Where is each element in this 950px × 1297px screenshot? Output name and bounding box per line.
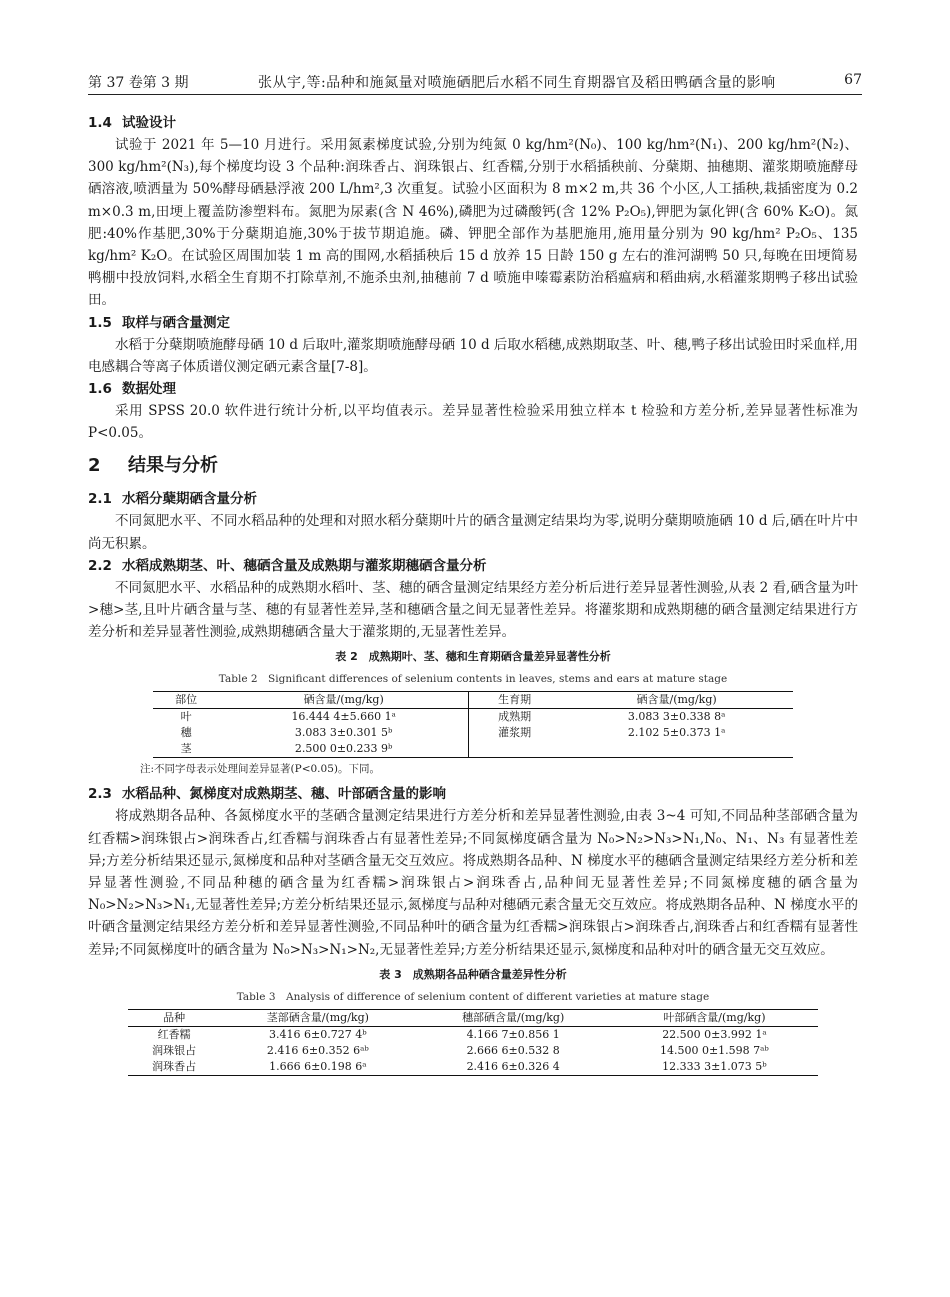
table-2-caption-cn: 表 2 成熟期叶、茎、穗和生育期硒含量差异显著性分析 (335, 650, 611, 664)
section-title: 水稻品种、氮梯度对成熟期茎、穗、叶部硒含量的影响 (122, 786, 446, 803)
paragraph-variety-nitrogen: 将成熟期各品种、各氮梯度水平的茎硒含量测定结果进行方差分析和差异显著性测验,由表 3~4 可知,不同品种茎部硒含量为红香糯>润珠银占>润珠香占,红香糯与润珠香占有显著性差异;不同氮梯度硒含量为 N₀>N₂>N₃>N₁,N₀、N₁、N₃ 有显著性差异;方差分析结果还显示,氮梯度和品种对茎硒含量无交互效应。将成熟期各品种、N 梯度水平的穗硒含量测定结果经方差分析和差异显著性测验,不同品种穗的硒含量为红香糯>润珠银占>润珠香占,品种间无显著性差异;不同氮梯度穗的硒含量为 N₀>N₂>N₃>N₁,无显著性差异;方差分析结果还显示,氮梯度与品种对穗硒元素含量无交互效应。将成熟期各品种、N 梯度水平的叶硒含量测定结果经方差分析和差异显著性测验,不同品种叶的硒含量为红香糯>润珠银占>润珠香占,润珠香占和红香糯有显著性差异;不同氮梯度叶的硒含量为 N₀>N₃>N₁>N₂,无显著性差异;方差分析结果还显示,氮梯度和品种对叶的硒含量无交互效应。 (88, 808, 858, 958)
table-cell: 红香糯 (157, 1027, 191, 1041)
table-cell: 2.416 6±0.352 6ᵃᵇ (266, 1043, 369, 1057)
section-title: 数据处理 (122, 381, 176, 398)
table-cell (469, 741, 561, 758)
paragraph-tillering: 不同氮肥水平、不同水稻品种的处理和对照水稻分蘖期叶片的硒含量测定结果均为零,说明分蘖期喷施硒 10 d 后,硒在叶片中尚无积累。 (88, 513, 858, 552)
section-heading-2-3 (88, 783, 858, 805)
column-header: 穗部硒含量/(mg/kg) (416, 1009, 611, 1026)
paragraph-maturity: 不同氮肥水平、水稻品种的成熟期水稻叶、茎、穗的硒含量测定结果经方差分析后进行差异显著性测验,从表 2 看,硒含量为叶>穗>茎,且叶片硒含量与茎、穗的有显著性差异,茎和穗硒含量之间无显著性差异。将灌浆期和成熟期穗的硒含量测定结果进行方差分析和差异显著性测验,成熟期穗硒含量大于灌浆期的,无显著性差异。 (88, 579, 858, 641)
table-cell: 2.416 6±0.326 4 (466, 1059, 560, 1073)
table-2 (153, 691, 793, 758)
table-cell: 灌浆期 (469, 725, 561, 741)
table-2-note: 注:不同字母表示处理间差异显著(P<0.05)。下同。 (140, 763, 380, 776)
table-row (128, 1059, 818, 1076)
section-title: 试验设计 (122, 115, 176, 131)
column-header: 部位 (153, 692, 219, 709)
table-cell: 茎 (180, 742, 192, 756)
table-cell: 12.333 3±1.073 5ᵇ (662, 1059, 767, 1073)
table-cell: 16.444 4±5.660 1ᵃ (291, 710, 396, 724)
section-number: 2.2 (88, 557, 112, 574)
table-cell: 14.500 0±1.598 7ᵃᵇ (659, 1043, 769, 1057)
table-cell: 叶 (180, 710, 192, 724)
section-heading-1-5 (88, 312, 858, 334)
section-heading-2-1 (88, 488, 858, 510)
table-row (153, 709, 793, 726)
section-number: 1.4 (88, 115, 112, 131)
section-heading-2-2 (88, 555, 858, 577)
table-3-caption-cn: 表 3 成熟期各品种硒含量差异性分析 (379, 967, 567, 981)
section-number: 2.3 (88, 786, 112, 803)
table-cell: 2.500 0±0.233 9ᵇ (294, 742, 393, 756)
table-row (153, 741, 793, 758)
table-cell: 成熟期 (469, 709, 561, 726)
section-title: 结果与分析 (128, 455, 218, 477)
table-cell: 穗 (180, 726, 192, 740)
table-header-row (128, 1009, 818, 1026)
table-cell: 2.102 5±0.373 1ᵃ (627, 726, 726, 740)
table-cell: 1.666 6±0.198 6ᵃ (269, 1059, 367, 1073)
section-title: 水稻成熟期茎、叶、穗硒含量及成熟期与灌浆期穗硒含量分析 (122, 557, 487, 574)
section-number: 2 (88, 455, 101, 477)
running-header (88, 72, 862, 95)
column-header: 硒含量/(mg/kg) (560, 692, 793, 709)
table-header-row (153, 692, 793, 709)
section-number: 2.1 (88, 491, 112, 508)
table-cell: 22.500 0±3.992 1ᵃ (662, 1027, 767, 1041)
table-cell (560, 741, 793, 758)
table-row (153, 725, 793, 741)
table-2-caption-en: Table 2 Significant differences of selenium contents in leaves, stems and ears at mature stage (218, 673, 728, 686)
table-cell: 3.416 6±0.727 4ᵇ (269, 1027, 367, 1041)
table-3 (128, 1009, 818, 1076)
journal-volume: 第 37 卷第 3 期 (88, 75, 189, 91)
page-number: 67 (844, 72, 862, 88)
table-cell: 润珠银占 (152, 1043, 197, 1057)
section-title: 取样与硒含量测定 (122, 314, 230, 331)
section-number: 1.5 (88, 314, 112, 331)
table-cell: 润珠香占 (152, 1059, 197, 1073)
section-heading-2 (88, 452, 858, 480)
column-header: 茎部硒含量/(mg/kg) (220, 1009, 415, 1026)
section-number: 1.6 (88, 381, 112, 398)
section-heading-1-4 (88, 112, 858, 134)
table-row (128, 1043, 818, 1059)
table-cell: 2.666 6±0.532 8 (466, 1043, 560, 1057)
table-row (128, 1026, 818, 1043)
section-title: 水稻分蘖期硒含量分析 (122, 491, 257, 508)
section-heading-1-6 (88, 378, 858, 400)
table-cell: 3.083 3±0.338 8ᵃ (627, 710, 726, 724)
running-title: 张从宇,等:品种和施氮量对喷施硒肥后水稻不同生育期器官及稻田鸭硒含量的影响 (258, 75, 776, 91)
paragraph-sampling: 水稻于分蘖期喷施酵母硒 10 d 后取叶,灌浆期喷施酵母硒 10 d 后取水稻穗,成熟期取茎、叶、穗,鸭子移出试验田时采血样,用电感耦合等离子体质谱仪测定硒元素含量[7-8]。 (88, 336, 858, 375)
paragraph-experiment-design: 试验于 2021 年 5—10 月进行。采用氮素梯度试验,分别为纯氮 0 kg/hm²(N₀)、100 kg/hm²(N₁)、200 kg/hm²(N₂)、300 kg/hm²(N₃),每个梯度均设 3 个品种:润珠香占、润珠银占、红香糯,分别于水稻插秧前、分蘖期、抽穗期、灌浆期喷施酵母硒溶液,喷洒量为 50%酵母硒悬浮液 200 L/hm²,3 次重复。试验小区面积为 8 m×2 m,共 36 个小区,人工插秧,栽插密度为 0.2 m×0.3 m,田埂上覆盖防渗塑料布。氮肥为尿素(含 N 46%),磷肥为过磷酸钙(含 12% P₂O₅),钾肥为氯化钾(含 60% K₂O)。氮肥:40%作基肥,30%于分蘖期追施,30%于拔节期追施。磷、钾肥全部作为基肥施用,施用量分别为 90 kg/hm² P₂O₅、135 kg/hm² K₂O。在试验区周围加装 1 m 高的围网,水稻插秧后 15 d 放养 15 日龄 150 g 左右的淮河湖鸭 50 只,每晚在田埂简易鸭棚中投放饲料,水稻全生育期不打除草剂,不施杀虫剂,抽穗前 7 d 喷施申嗪霉素防治稻瘟病和稻曲病,水稻灌浆期鸭子移出试验田。 (88, 137, 858, 309)
column-header: 叶部硒含量/(mg/kg) (611, 1009, 818, 1026)
article-body (88, 112, 858, 1076)
table-cell: 3.083 3±0.301 5ᵇ (294, 726, 393, 740)
paragraph-data-processing: 采用 SPSS 20.0 软件进行统计分析,以平均值表示。差异显著性检验采用独立样本 t 检验和方差分析,差异显著性标准为 P<0.05。 (88, 403, 858, 442)
column-header: 生育期 (469, 692, 561, 709)
column-header: 硒含量/(mg/kg) (219, 692, 468, 709)
table-cell: 4.166 7±0.856 1 (466, 1027, 560, 1041)
column-header: 品种 (128, 1009, 220, 1026)
table-3-caption-en: Table 3 Analysis of difference of selenium content of different varieties at mature stage (236, 990, 710, 1003)
